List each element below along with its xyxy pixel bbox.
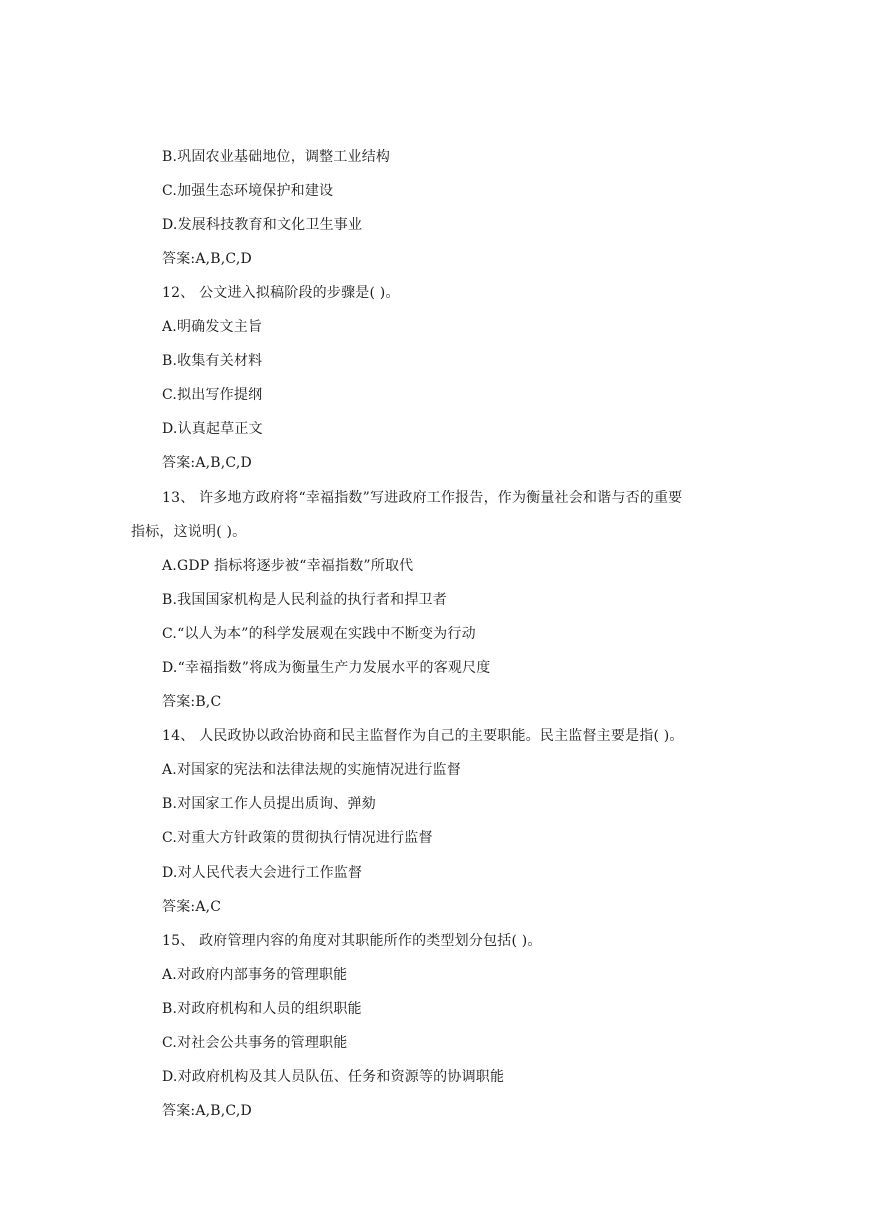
- option-d: D.对人民代表大会进行工作监督: [162, 865, 363, 881]
- question-12: 12、 公文进入拟稿阶段的步骤是( )。: [162, 285, 400, 301]
- option-a: A.对国家的宪法和法律法规的实施情况进行监督: [162, 762, 461, 778]
- answer: 答案:B,C: [162, 694, 222, 710]
- question-14: 14、 人民政协以政治协商和民主监督作为自己的主要职能。民主监督主要是指( )。: [162, 728, 684, 744]
- option-c: C.“以人为本”的科学发展观在实践中不断变为行动: [162, 626, 476, 642]
- option-b: B.对政府机构和人员的组织职能: [162, 1001, 362, 1017]
- option-c: C.加强生态环境保护和建设: [162, 183, 334, 199]
- option-d: D.“幸福指数”将成为衡量生产力发展水平的客观尺度: [162, 660, 491, 676]
- option-d: D.对政府机构及其人员队伍、任务和资源等的协调职能: [162, 1069, 505, 1085]
- option-c: C.拟出写作提纲: [162, 387, 263, 403]
- option-b: B.我国国家机构是人民利益的执行者和捍卫者: [162, 592, 447, 608]
- option-a: A.对政府内部事务的管理职能: [162, 967, 348, 983]
- answer: 答案:A,B,C,D: [162, 455, 252, 471]
- option-b: B.对国家工作人员提出质询、弹劾: [162, 796, 376, 812]
- option-c: C.对社会公共事务的管理职能: [162, 1035, 348, 1051]
- question-13-continuation: 指标，这说明( )。: [131, 524, 247, 540]
- option-a: A.GDP 指标将逐步被“幸福指数”所取代: [162, 558, 414, 574]
- question-13: 13、 许多地方政府将“幸福指数”写进政府工作报告，作为衡量社会和谐与否的重要: [162, 490, 683, 506]
- answer: 答案:A,B,C,D: [162, 251, 252, 267]
- question-15: 15、 政府管理内容的角度对其职能所作的类型划分包括( )。: [162, 933, 542, 949]
- option-d: D.认真起草正文: [162, 421, 263, 437]
- answer: 答案:A,C: [162, 899, 222, 915]
- option-c: C.对重大方针政策的贯彻执行情况进行监督: [162, 830, 433, 846]
- answer: 答案:A,B,C,D: [162, 1103, 252, 1119]
- option-a: A.明确发文主旨: [162, 319, 263, 335]
- option-d: D.发展科技教育和文化卫生事业: [162, 217, 363, 233]
- option-b: B.收集有关材料: [162, 353, 263, 369]
- option-b: B.巩固农业基础地位，调整工业结构: [162, 149, 391, 165]
